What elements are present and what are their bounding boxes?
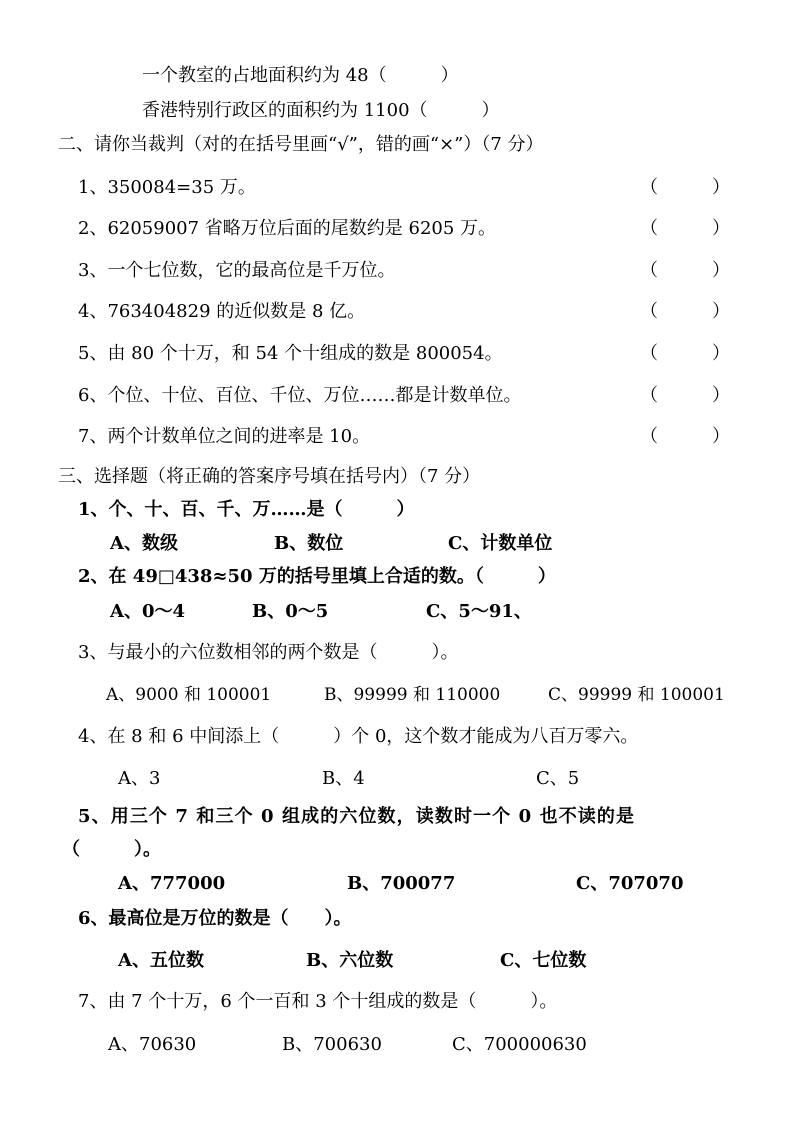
- s3-q4-option-b[interactable]: B、4: [322, 768, 365, 789]
- s3-q6-option-a[interactable]: A、五位数: [118, 950, 204, 971]
- s3-q5-option-c[interactable]: C、707070: [576, 873, 684, 894]
- s3-q5-text-line1: 5、用三个 7 和三个 0 组成的六位数，读数时一个 0 也不读的是: [78, 806, 636, 827]
- s3-q3-option-a[interactable]: A、9000 和 100001: [106, 685, 272, 705]
- s3-q2-option-c[interactable]: C、5～91、: [426, 601, 532, 622]
- s2-item-5-bracket[interactable]: （ ）: [640, 343, 730, 364]
- section2-title: 二、请你当裁判（对的在括号里画“√”，错的画“×”）（7 分）: [58, 134, 544, 155]
- s2-item-1-bracket[interactable]: （ ）: [640, 177, 730, 198]
- s3-q7-option-c[interactable]: C、700000630: [452, 1034, 587, 1055]
- s3-q3-option-b[interactable]: B、99999 和 110000: [324, 685, 501, 705]
- s2-item-6-bracket[interactable]: （ ）: [640, 385, 730, 406]
- s2-item-4-bracket[interactable]: （ ）: [640, 301, 730, 322]
- s3-q5-option-b[interactable]: B、700077: [347, 873, 456, 894]
- section3-title: 三、选择题（将正确的答案序号填在括号内）（7 分）: [58, 466, 481, 487]
- s3-q6-option-b[interactable]: B、六位数: [306, 950, 394, 971]
- s3-q1-text: 1、个、十、百、千、万……是（ ）: [78, 499, 415, 520]
- s3-q4-option-a[interactable]: A、3: [118, 768, 161, 789]
- s2-item-2-text: 2、62059007 省略万位后面的尾数约是 6205 万。: [78, 218, 497, 239]
- s2-item-4-text: 4、763404829 的近似数是 8 亿。: [78, 301, 366, 322]
- s3-q7-option-b[interactable]: B、700630: [282, 1034, 382, 1055]
- s2-item-6-text: 6、个位、十位、百位、千位、万位……都是计数单位。: [78, 385, 522, 406]
- s2-item-3-text: 3、一个七位数，它的最高位是千万位。: [78, 260, 396, 281]
- s3-q5-option-a[interactable]: A、777000: [118, 873, 226, 894]
- s3-q5-text-line2: （ ）。: [62, 839, 161, 860]
- s3-q6-text: 6、最高位是万位的数是（ ）。: [78, 908, 352, 929]
- s2-item-3-bracket[interactable]: （ ）: [640, 260, 730, 281]
- s2-item-7-bracket[interactable]: （ ）: [640, 426, 730, 447]
- s3-q2-option-a[interactable]: A、0～4: [110, 601, 186, 622]
- top-line-1: 一个教室的占地面积约为 48（ ）: [142, 65, 459, 86]
- s3-q3-option-c[interactable]: C、99999 和 100001: [548, 685, 725, 705]
- s3-q2-text: 2、在 49□438≈50 万的括号里填上合适的数。（ ）: [78, 566, 556, 587]
- s3-q4-option-c[interactable]: C、5: [536, 768, 580, 789]
- s3-q1-option-b[interactable]: B、数位: [274, 533, 344, 554]
- s3-q7-text: 7、由 7 个十万，6 个一百和 3 个十组成的数是（ ）。: [78, 991, 558, 1012]
- s3-q6-option-c[interactable]: C、七位数: [500, 950, 587, 971]
- s3-q1-option-a[interactable]: A、数级: [110, 533, 178, 554]
- s3-q2-option-b[interactable]: B、0～5: [252, 601, 329, 622]
- s2-item-7-text: 7、两个计数单位之间的进率是 10。: [78, 426, 371, 447]
- s3-q7-option-a[interactable]: A、70630: [108, 1034, 197, 1055]
- s2-item-2-bracket[interactable]: （ ）: [640, 218, 730, 239]
- top-line-2: 香港特别行政区的面积约为 1100（ ）: [142, 100, 500, 121]
- s2-item-1-text: 1、350084=35 万。: [78, 177, 256, 198]
- s3-q1-option-c[interactable]: C、计数单位: [448, 533, 553, 554]
- s2-item-5-text: 5、由 80 个十万，和 54 个十组成的数是 800054。: [78, 343, 503, 364]
- s3-q3-text: 3、与最小的六位数相邻的两个数是（ ）。: [78, 642, 459, 663]
- s3-q4-text: 4、在 8 和 6 中间添上（ ）个 0，这个数才能成为八百万零六。: [78, 726, 639, 747]
